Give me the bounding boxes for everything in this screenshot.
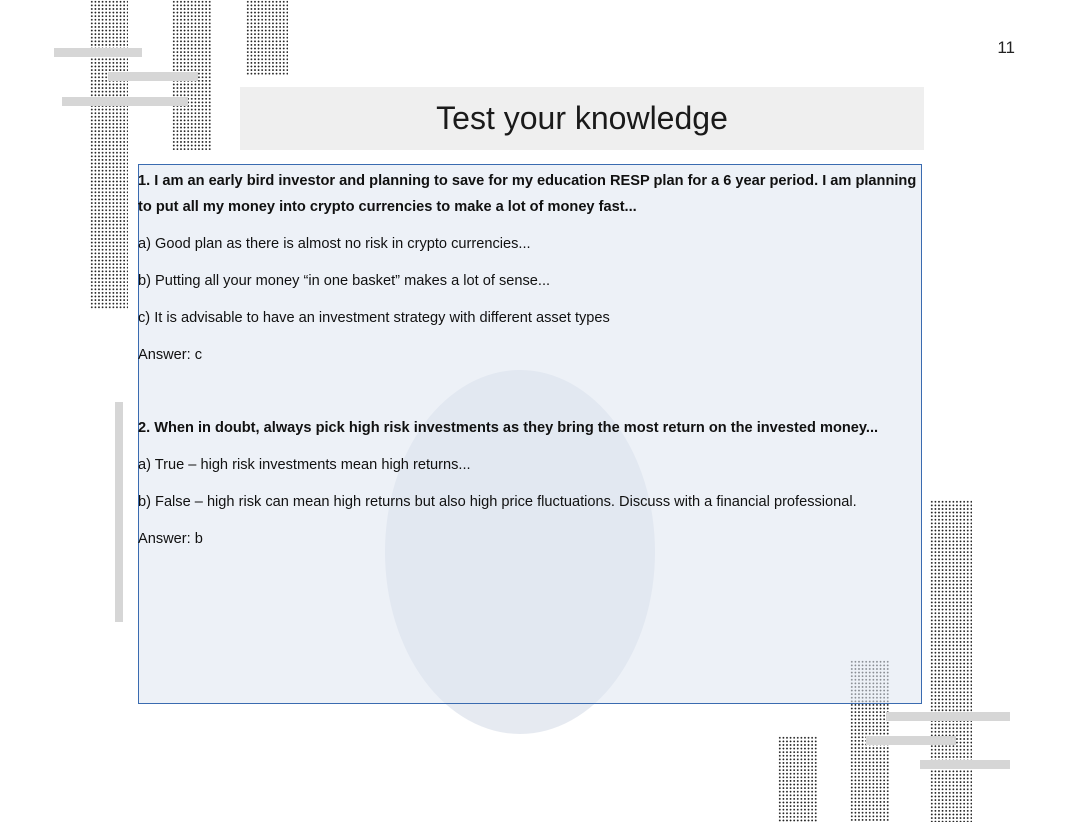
decorative-bar [62,97,188,106]
decorative-bar [54,48,142,57]
question-2: 2. When in doubt, always pick high risk investments as they bring the most return on the invested money... [138,420,879,436]
decorative-dot-pattern [90,0,128,310]
question-1-option-c: c) It is advisable to have an investment strategy with different asset types [138,310,610,326]
quiz-content [138,168,922,552]
decorative-bar-vertical [115,402,123,622]
decorative-bar [108,72,198,81]
question-2-option-b: b) False – high risk can mean high returns but also high price fluctuations. Discuss with a financial professional. [138,494,857,510]
question-2-answer: Answer: b [138,531,203,547]
decorative-dot-pattern [246,0,288,75]
decorative-dot-pattern [778,736,818,822]
decorative-bar [866,736,956,745]
question-1-option-b: b) Putting all your money “in one basket” makes a lot of sense... [138,273,551,289]
page-title: Test your knowledge [436,100,728,136]
question-1-answer: Answer: c [138,347,203,363]
decorative-dot-pattern [930,500,972,822]
question-1: 1. I am an early bird investor and planning to save for my education RESP plan for a 6 year period. I am planning to put all my money into crypto currencies to make a lot of money fast... [138,173,917,215]
page-number: 11 [997,38,1015,57]
decorative-bar [886,712,1010,721]
question-1-option-a: a) Good plan as there is almost no risk in crypto currencies... [138,236,531,252]
question-2-option-a: a) True – high risk investments mean high returns... [138,457,471,473]
decorative-bar [920,760,1010,769]
